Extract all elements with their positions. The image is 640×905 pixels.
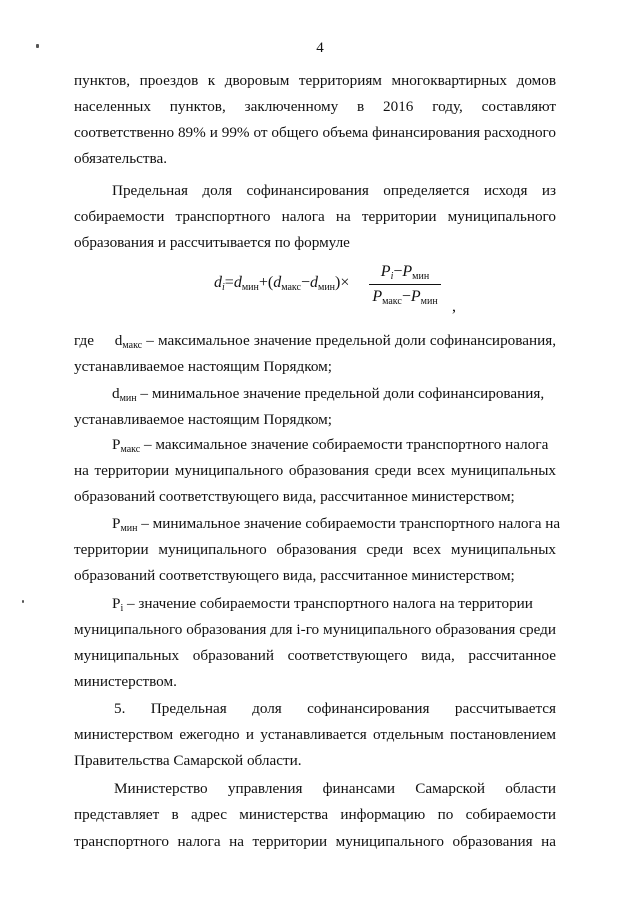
paragraph-line: образований соответствующего вида, рассчитанное министерством; [74, 567, 515, 584]
paragraph-line: образований соответствующего вида, рассчитанное министерством; [74, 488, 515, 505]
paragraph-line: представляет в адрес министерства информацию по собираемости [74, 806, 556, 823]
definition-pmin: $P_{мин}$ – минимальное значение собираемости транспортного налога на [112, 515, 561, 534]
definition-pi: $P_i$ – значение собираемости транспортного налога на территории [112, 595, 533, 614]
definition-pmax: $P_{макс}$ – максимальное значение собираемости транспортного налога [112, 436, 549, 455]
paragraph-line: 5. Предельная доля софинансирования рассчитывается [114, 700, 556, 717]
paragraph-line: территории муниципального образования среди всех муниципальных [74, 541, 556, 558]
paragraph-line: Министерство управления финансами Самарской области [114, 780, 556, 797]
definition-dmax: где $d_{макс}$ – максимальное значение предельной доли софинансирования, [74, 332, 557, 351]
scan-speck [22, 600, 24, 603]
paragraph-line: министерством ежегодно и устанавливается отдельным постановлением [74, 726, 556, 743]
paragraph-line: пунктов, проездов к дворовым территориям многоквартирных домов [74, 72, 556, 89]
paragraph-line: устанавливаемое настоящим Порядком; [74, 411, 333, 428]
paragraph-line: Предельная доля софинансирования определяется исходя из [112, 182, 556, 199]
paragraph-line: транспортного налога на территории муниципального образования на [74, 833, 556, 850]
definition-dmin: $d_{мин}$ – минимальное значение предельной доли софинансирования, [112, 385, 545, 404]
paragraph-line: министерством. [74, 673, 177, 690]
page-number: 4 [316, 40, 324, 56]
paragraph-line: на территории муниципального образования среди всех муниципальных [74, 462, 556, 479]
paragraph-line: населенных пунктов, заключенному в 2016 году, составляют [74, 98, 556, 115]
formula-fraction: $P_i-P_{мин}$ $P_{макс}-P_{мин}$ [369, 262, 441, 307]
formula: $d_i=d_{мин}+(d_{макс}-d_{мин})\times$ $P_i-P_{мин}$ $P_{макс}-P_{мин}$ , [214, 263, 456, 315]
paragraph-line: устанавливаемое настоящим Порядком; [74, 358, 333, 375]
paragraph-line: Правительства Самарской области. [74, 752, 302, 769]
paragraph-line: муниципального образования для i-го муниципального образования среди [74, 621, 556, 638]
paragraph-line: обязательства. [74, 150, 168, 167]
paragraph-line: образования и рассчитывается по формуле [74, 234, 350, 251]
paragraph-line: соответственно 89% и 99% от общего объема финансирования расходного [74, 124, 556, 141]
paragraph-line: муниципальных образований соответствующего вида, рассчитанное [74, 647, 556, 664]
paragraph-line: собираемости транспортного налога на территории муниципального [74, 208, 556, 225]
